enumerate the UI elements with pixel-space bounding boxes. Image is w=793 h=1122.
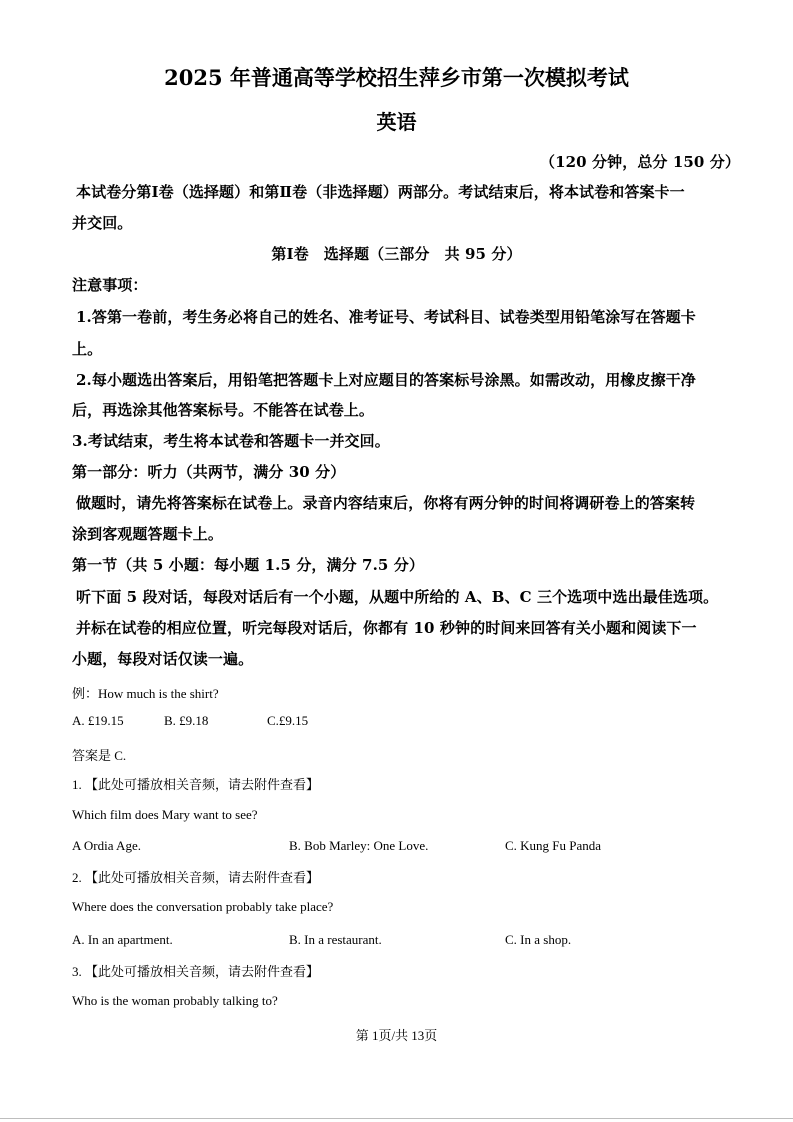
question-1-audio: 1. 【此处可播放相关音频，请去附件查看】 <box>72 777 320 792</box>
time-score: （120 分钟，总分 150 分） <box>540 153 740 171</box>
example-answer: 答案是 C. <box>72 748 127 763</box>
note-2-line-1: 2.每小题选出答案后，用铅笔把答题卡上对应题目的答案标号涂黑。如需改动，用橡皮擦干净 <box>76 371 696 389</box>
question-2-option-a: A. In an apartment. <box>72 932 173 947</box>
question-1-option-a: A Ordia Age. <box>72 838 141 853</box>
part1-instruction-line-1: 做题时，请先将答案标在试卷上。录音内容结束后，你将有两分钟的时间将调研卷上的答案转 <box>76 494 696 512</box>
part1-heading: 第一部分：听力（共两节，满分 30 分） <box>72 463 346 481</box>
question-3-audio: 3. 【此处可播放相关音频，请去附件查看】 <box>72 964 320 979</box>
question-1-text: Which film does Mary want to see? <box>72 807 258 822</box>
question-2-audio: 2. 【此处可播放相关音频，请去附件查看】 <box>72 870 320 885</box>
example-option-c: C.£9.15 <box>267 713 309 728</box>
question-1-option-c: C. Kung Fu Panda <box>505 838 602 853</box>
question-2-option-b: B. In a restaurant. <box>289 932 382 947</box>
section1-instruction-line-2: 并标在试卷的相应位置，听完每段对话后，你都有 10 秒钟的时间来回答有关小题和阅读下一 <box>76 619 697 637</box>
intro-line-1: 本试卷分第Ⅰ卷（选择题）和第Ⅱ卷（非选择题）两部分。考试结束后，将本试卷和答案卡一 <box>76 183 685 201</box>
intro-line-2: 并交回。 <box>72 214 133 232</box>
section1-heading: 第一节（共 5 小题：每小题 1.5 分，满分 7.5 分） <box>72 556 424 574</box>
note-2-line-2: 后，再选涂其他答案标号。不能答在试卷上。 <box>72 401 375 419</box>
note-3: 3.考试结束，考生将本试卷和答题卡一并交回。 <box>72 432 390 450</box>
question-3-text: Who is the woman probably talking to? <box>72 993 278 1008</box>
question-1-option-b: B. Bob Marley: One Love. <box>289 838 429 853</box>
subject-title: 英语 <box>376 110 417 134</box>
notes-heading: 注意事项： <box>72 276 148 294</box>
note-1-line-1: 1.答第一卷前，考生务必将自己的姓名、准考证号、考试科目、试卷类型用铅笔涂写在答题卡 <box>76 308 696 326</box>
exam-title: 2025 年普通高等学校招生萍乡市第一次模拟考试 <box>164 65 629 90</box>
volume-title: 第Ⅰ卷 选择题（三部分 共 95 分） <box>271 245 522 263</box>
note-1-line-2: 上。 <box>72 340 103 358</box>
section1-instruction-line-1: 听下面 5 段对话，每段对话后有一个小题，从题中所给的 A、B、C 三个选项中选出最佳选项。 <box>76 588 719 606</box>
section1-instruction-line-3: 小题，每段对话仅读一遍。 <box>72 650 254 668</box>
question-2-option-c: C. In a shop. <box>505 932 572 947</box>
question-2-text: Where does the conversation probably take place? <box>72 899 334 914</box>
part1-instruction-line-2: 涂到客观题答题卡上。 <box>72 525 224 543</box>
example-question: 例：How much is the shirt? <box>72 686 219 701</box>
example-option-a: A. £19.15 <box>72 713 124 728</box>
page-bottom-divider <box>0 1118 793 1119</box>
example-option-b: B. £9.18 <box>164 713 209 728</box>
page-number: 第 1页/共 13页 <box>355 1028 438 1043</box>
